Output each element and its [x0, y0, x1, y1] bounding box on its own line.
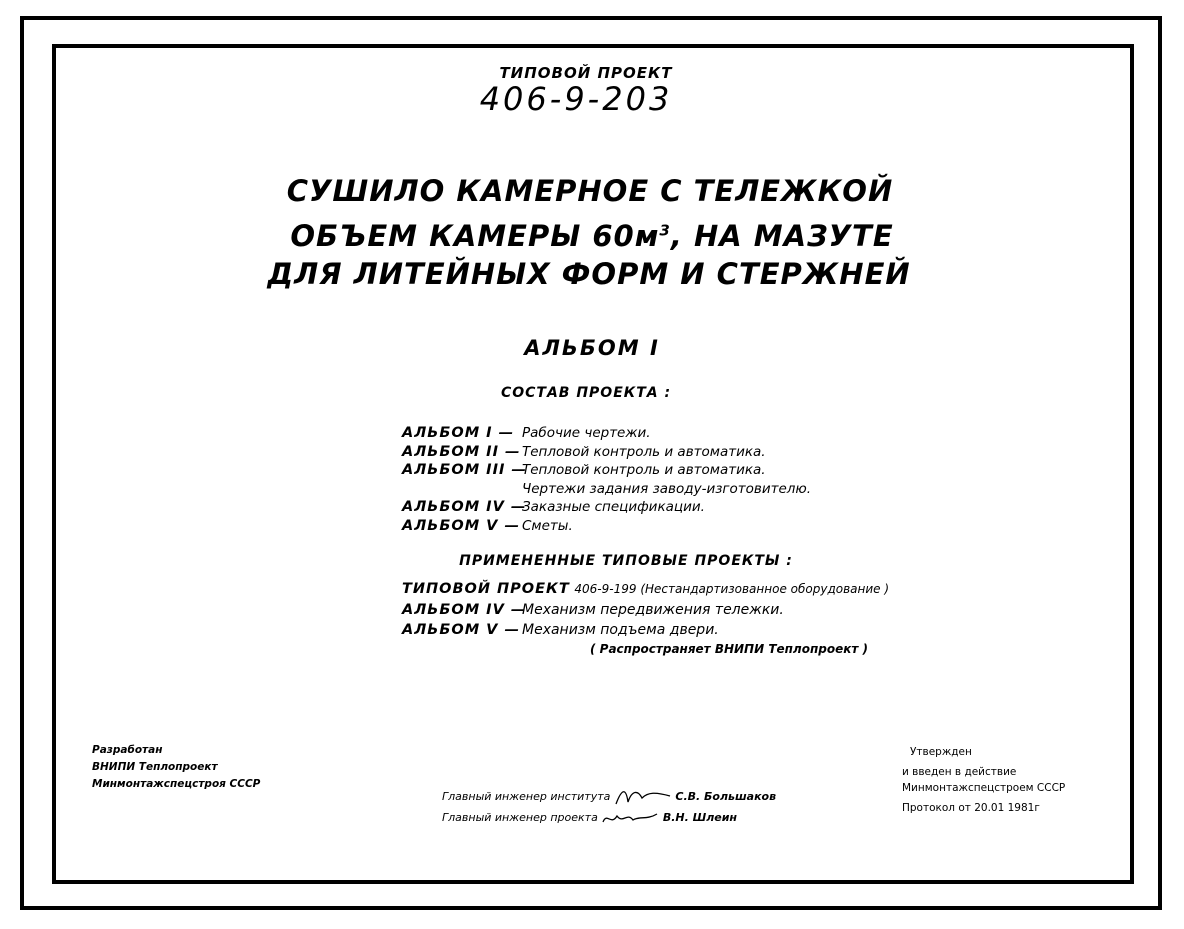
- album-heading: АЛЬБОМ I: [524, 336, 660, 360]
- list-item-label: АЛЬБОМ I —: [402, 425, 515, 441]
- signature-name: С.В. Большаков: [675, 790, 777, 803]
- title-superscript: 3: [659, 221, 671, 240]
- signature-row: [442, 786, 776, 808]
- list-item: [402, 499, 811, 518]
- list-item-label: АЛЬБОМ IV —: [402, 499, 527, 515]
- composition-list: [402, 425, 811, 536]
- list-item-label: АЛЬБОМ II —: [402, 443, 521, 460]
- composition-heading: СОСТАВ ПРОЕКТА :: [500, 385, 672, 401]
- title-line-3: ДЛЯ ЛИТЕЙНЫХ ФОРМ И СТЕРЖНЕЙ: [267, 257, 911, 291]
- list-item: [402, 622, 784, 642]
- project-label: ТИПОВОЙ ПРОЕКТ: [499, 64, 673, 82]
- approval-line: и введен в действие: [902, 766, 1017, 778]
- approval-block: [902, 742, 1065, 818]
- title-line-1: СУШИЛО КАМЕРНОЕ С ТЕЛЕЖКОЙ: [286, 174, 894, 208]
- list-item-label: АЛЬБОМ V —: [402, 517, 520, 534]
- applied-heading: ПРИМЕНЕННЫЕ ТИПОВЫЕ ПРОЕКТЫ :: [459, 553, 793, 569]
- list-item: [402, 425, 811, 444]
- list-item-text: Механизм передвижения тележки.: [522, 602, 784, 618]
- approval-line: Утвержден: [910, 746, 972, 758]
- approval-line: Минмонтажспецстроем СССР: [902, 782, 1066, 794]
- approval-line: Протокол от 20.01 1981г: [902, 802, 1040, 814]
- signatures-block: [442, 786, 776, 828]
- list-item: [402, 462, 811, 481]
- distributor-note: ( Распространяет ВНИПИ Теплопроект ): [590, 642, 868, 656]
- signature-role: Главный инженер института: [442, 790, 611, 803]
- list-item-text: Рабочие чертежи.: [522, 425, 651, 441]
- applied-list: [402, 602, 784, 642]
- typical-project-text: 406-9-199 (Нестандартизованное оборудование ): [574, 582, 890, 596]
- list-item-text: Механизм подъема двери.: [522, 622, 719, 638]
- title-line-2b: , НА МАЗУТЕ: [670, 219, 894, 253]
- typical-project-line: [402, 581, 889, 597]
- list-item: [402, 444, 811, 463]
- list-item: [402, 518, 811, 537]
- signature-name: В.Н. Шлеин: [662, 811, 738, 824]
- signature-scribble-icon: [601, 808, 659, 828]
- list-item: [402, 481, 811, 500]
- title-line-2a: ОБЪЕМ КАМЕРЫ 60м: [290, 219, 660, 253]
- list-item-label: АЛЬБОМ V —: [402, 622, 520, 638]
- developer-line: Минмонтажспецстроя СССР: [92, 778, 261, 790]
- list-item-text: Сметы.: [522, 517, 573, 534]
- list-item: [402, 602, 784, 622]
- list-item-text: Тепловой контроль и автоматика.: [522, 462, 766, 478]
- developer-line: Разработан: [92, 744, 163, 756]
- signature-row: [442, 808, 776, 828]
- signature-scribble-icon: [614, 786, 672, 808]
- developer-line: ВНИПИ Теплопроект: [92, 761, 218, 773]
- list-item-text: Заказные спецификации.: [522, 499, 705, 515]
- title-line-2: [0, 219, 1184, 253]
- list-item-text: Чертежи задания заводу-изготовителю.: [522, 480, 812, 497]
- signature-role: Главный инженер проекта: [442, 811, 598, 824]
- typical-project-label: ТИПОВОЙ ПРОЕКТ: [402, 581, 570, 597]
- list-item-label: АЛЬБОМ IV —: [402, 602, 527, 618]
- list-item-label: АЛЬБОМ III —: [402, 462, 527, 478]
- developer-block: [92, 742, 260, 793]
- project-number: 406-9-203: [479, 80, 673, 118]
- list-item-text: Тепловой контроль и автоматика.: [522, 443, 766, 460]
